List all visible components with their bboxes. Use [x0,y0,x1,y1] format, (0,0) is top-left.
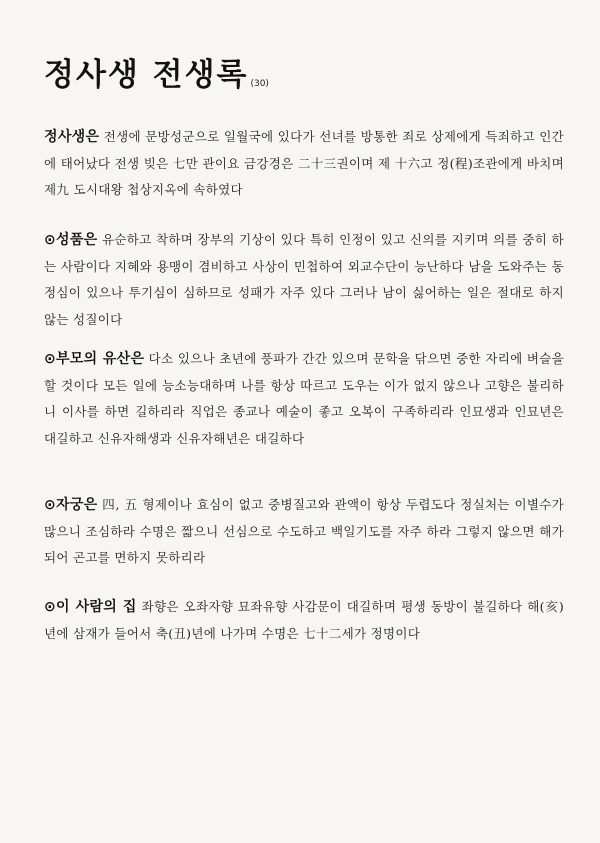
section-text: 좌향은 오좌자향 묘좌유향 사감문이 대길하며 평생 동방이 불길하다 해(亥)년에 삼재가 들어서 축(丑)년에 나가며 수명은 七十二세가 정명이다 [44,599,564,641]
volume-number: (30) [250,79,269,89]
section-house [44,594,564,647]
section-heading: ⊙성품은 [44,232,98,248]
section-text: 다소 있으나 초년에 풍파가 간간 있으며 문학을 닦으면 중한 자리에 벼슬을 할 것이다 모든 일에 능소능대하며 나를 항상 따르고 도우는 이가 없지 않으나 고향은 불리하니 이사를 하면 길하리라 직업은 종교나 예술이 좋고 오복이 구족하리라 인묘생과 인묘년은 대길하고 신유자해생과 신유자해년은 대길하다 [44,351,564,446]
section-personality [44,227,564,333]
section-heading: ⊙자궁은 [44,497,98,513]
title-row [44,57,269,93]
section-children [44,492,564,572]
section-heading: 정사생은 [44,129,100,145]
section-text: 유순하고 착하며 장부의 기상이 있다 특히 인정이 있고 신의를 지키며 의를 중히 하는 사람이다 지혜와 용맹이 겸비하고 사상이 민첩하여 외교수단이 능난하다 남을 도와주는 동정심이 있으나 투기심이 심하므로 성패가 자주 있다 그러나 남이 싫어하는 일은 절대로 하지 않는 성질이다 [44,232,564,327]
section-inheritance [44,346,564,452]
section-past-life [44,124,564,204]
section-text: 四, 五 형제이나 효심이 없고 중병질고와 관액이 항상 두렵도다 정실처는 이별수가 많으니 조심하라 수명은 짧으니 선심으로 수도하고 백일기도를 자주 하라 그렇지 않으면 해가 되어 곤고를 면하지 못하리라 [44,497,564,565]
page-title: 정사생 전생록 [44,57,249,93]
section-heading: ⊙이 사람의 집 [44,599,137,615]
section-heading: ⊙부모의 유산은 [44,351,145,367]
section-text: 전생에 문방성군으로 일월국에 있다가 선녀를 방통한 죄로 상제에게 득죄하고 인간에 태어났다 전생 빚은 七만 관이요 금강경은 二十三권이며 제 十六고 정(程)조관에게 바치며 제九 도시대왕 첩상지옥에 속하였다 [44,129,564,197]
